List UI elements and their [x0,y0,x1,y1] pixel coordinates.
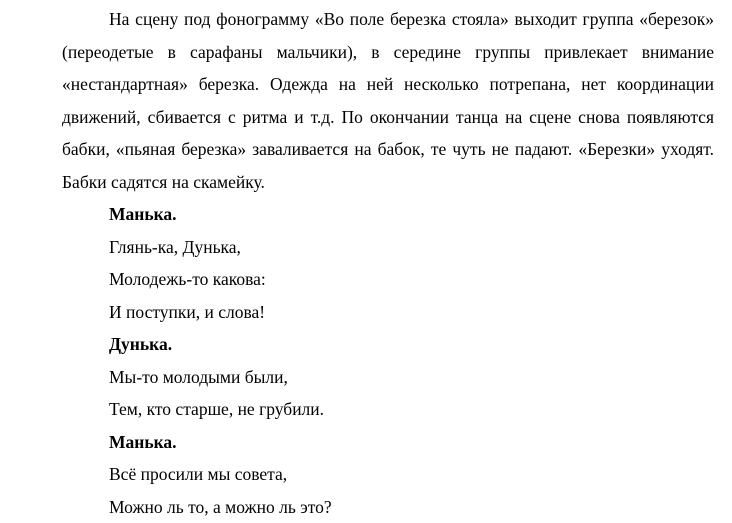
stage-direction-paragraph: На сцену под фонограмму «Во поле березка стояла» выходит группа «березок» (переодетые в сарафаны мальчики), в середине группы привлекает внимание «нестандартная» березка. Одежда на ней несколько потрепана, нет координации движений, сбивается с ритма и т.д. По окончании танца на сцене снова появляются бабки, «пьяная березка» заваливается на бабок, те чуть не падают. «Березки» уходят. Бабки садятся на скамейку. [62,3,714,198]
verse-line: И поступки, и слова! [62,296,714,329]
speaker-name: Манька. [62,426,714,459]
verse-line: Мы-то молодыми были, [62,361,714,394]
verse-line: Всё просили мы совета, [62,458,714,491]
document-page [62,0,714,523]
speaker-name: Манька. [62,198,714,231]
verse-line: Молодежь-то какова: [62,263,714,296]
verse-line: Глянь-ка, Дунька, [62,231,714,264]
speaker-name: Дунька. [62,328,714,361]
verse-line: Тем, кто старше, не грубили. [62,393,714,426]
verse-line: Можно ль то, а можно ль это? [62,491,714,523]
